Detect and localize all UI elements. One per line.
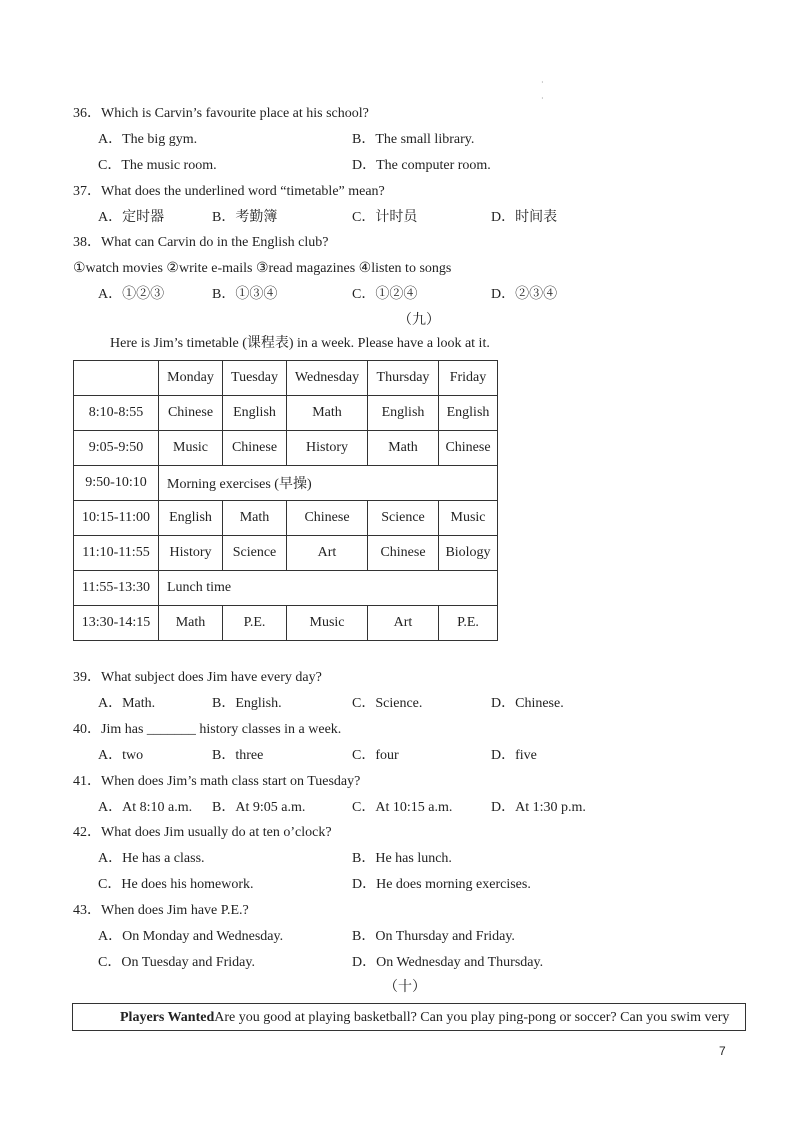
question-38-stem: 38．What can Carvin do in the English club? [73,235,329,250]
question-42-option-c: C．He does his homework. [98,877,254,892]
question-40-option-a: A．two [98,748,144,763]
question-41-option-d: D．At 1:30 p.m. [491,800,586,815]
subject-cell: Art [368,606,439,641]
question-39-option-a: A．Math. [98,696,156,711]
subject-cell: Music [159,431,223,466]
day-header: Tuesday [223,361,287,396]
timetable-row [74,396,498,431]
subject-cell: Chinese [287,501,368,536]
subject-cell: P.E. [439,606,498,641]
time-cell: 13:30-14:15 [74,606,159,641]
subject-cell: P.E. [223,606,287,641]
question-38-option-a: A．①②③ [98,287,165,302]
question-41-option-c: C．At 10:15 a.m. [352,800,453,815]
question-36-stem: 36．Which is Carvin’s favourite place at his school? [73,106,369,121]
players-wanted-passage-box [72,1003,746,1031]
day-header: Monday [159,361,223,396]
question-39-stem: 39．What subject does Jim have every day? [73,670,322,685]
question-37-stem: 37．What does the underlined word “timetable” mean? [73,184,385,199]
timetable-row [74,536,498,571]
question-36-option-c: C．The music room. [98,158,217,173]
day-header: Friday [439,361,498,396]
subject-cell: Chinese [223,431,287,466]
question-42-option-a: A．He has a class. [98,851,205,866]
subject-cell: Music [439,501,498,536]
question-41-stem: 41．When does Jim’s math class start on Tuesday? [73,774,361,789]
question-40-stem: 40．Jim has _______ history classes in a week. [73,722,342,737]
question-42-stem: 42．What does Jim usually do at ten o’clock? [73,825,332,840]
question-41-option-a: A．At 8:10 a.m. [98,800,193,815]
question-37-option-b: B．考勤簿 [212,210,278,225]
question-38-items: ①watch movies ②write e-mails ③read magazines ④listen to songs [73,261,452,276]
question-43-option-c: C．On Tuesday and Friday. [98,955,255,970]
subject-cell: Biology [439,536,498,571]
page-number: 7 [719,1044,726,1058]
question-38-option-c: C．①②④ [352,287,418,302]
question-39-option-c: C．Science. [352,696,423,711]
morning-exercises-cell: Morning exercises (早操) [159,466,498,501]
question-37-option-d: D．时间表 [491,210,558,225]
question-41-option-b: B．At 9:05 a.m. [212,800,306,815]
scan-dot: · [541,78,544,87]
timetable-row [74,501,498,536]
lunch-time-cell: Lunch time [159,571,498,606]
section-10-heading: （十） [384,980,426,995]
subject-cell: English [368,396,439,431]
day-header: Thursday [368,361,439,396]
subject-cell: English [439,396,498,431]
day-header: Wednesday [287,361,368,396]
time-cell: 9:05-9:50 [74,431,159,466]
question-36-option-a: A．The big gym. [98,132,198,147]
subject-cell: History [287,431,368,466]
question-43-option-a: A．On Monday and Wednesday. [98,929,284,944]
question-39-option-b: B．English. [212,696,282,711]
passage-text: Are you good at playing basketball? Can you play ping-pong or soccer? Can you swim very [214,1010,730,1025]
question-36-option-b: B．The small library. [352,132,475,147]
timetable-row [74,431,498,466]
subject-cell: Chinese [439,431,498,466]
section-9-heading: （九） [398,313,440,328]
subject-cell: English [159,501,223,536]
section-9-intro: Here is Jim’s timetable (课程表) in a week. Please have a look at it. [110,336,490,351]
scan-dot: · [541,94,544,103]
subject-cell: Music [287,606,368,641]
question-43-stem: 43．When does Jim have P.E.? [73,903,249,918]
subject-cell: Math [159,606,223,641]
players-wanted-passage [120,1009,729,1027]
subject-cell: English [223,396,287,431]
question-38-option-d: D．②③④ [491,287,558,302]
question-38-option-b: B．①③④ [212,287,278,302]
timetable-row [74,466,498,501]
question-43-option-d: D．On Wednesday and Thursday. [352,955,544,970]
question-42-option-b: B．He has lunch. [352,851,452,866]
timetable [73,360,498,641]
subject-cell: History [159,536,223,571]
passage-title: Players Wanted [120,1010,215,1025]
question-40-option-b: B．three [212,748,264,763]
time-cell: 11:55-13:30 [74,571,159,606]
question-40-option-d: D．five [491,748,537,763]
subject-cell: Science [368,501,439,536]
question-42-option-d: D．He does morning exercises. [352,877,531,892]
time-cell: 10:15-11:00 [74,501,159,536]
timetable-row [74,606,498,641]
time-cell: 8:10-8:55 [74,396,159,431]
question-43-option-b: B．On Thursday and Friday. [352,929,515,944]
question-39-option-d: D．Chinese. [491,696,564,711]
subject-cell: Math [287,396,368,431]
subject-cell: Science [223,536,287,571]
subject-cell: Art [287,536,368,571]
subject-cell: Chinese [368,536,439,571]
subject-cell: Chinese [159,396,223,431]
subject-cell: Math [223,501,287,536]
timetable-header-row [74,361,498,396]
question-37-option-c: C．计时员 [352,210,418,225]
timetable-row [74,571,498,606]
time-cell: 9:50-10:10 [74,466,159,501]
question-37-option-a: A．定时器 [98,210,165,225]
time-cell: 11:10-11:55 [74,536,159,571]
question-36-option-d: D．The computer room. [352,158,491,173]
question-40-option-c: C．four [352,748,399,763]
subject-cell: Math [368,431,439,466]
timetable-corner-cell [74,361,159,396]
